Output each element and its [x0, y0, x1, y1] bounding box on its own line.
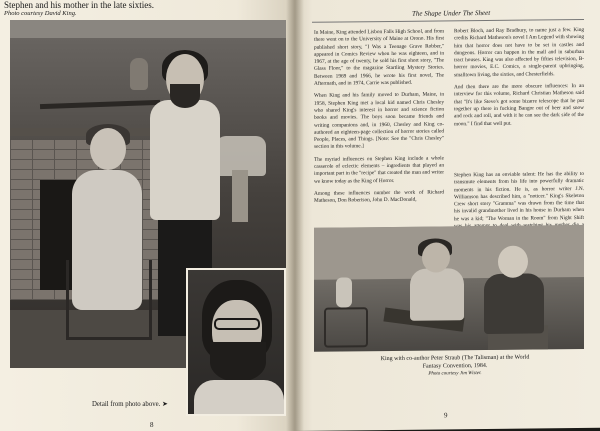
- paragraph: Among these influences number the work of Richard Matheson, Don Robertson, John D. MacDonald,: [314, 189, 444, 205]
- straub-figure: [484, 273, 544, 334]
- straub-face: [498, 246, 528, 278]
- convention-photo: [314, 225, 584, 352]
- paragraph: When King and his family moved to Durham, Maine, in 1958, Stephen King met a local kid named Chris Chesley who shared King's interest in horror and science fiction books and movies. The boys soon became friends and writing companions and, in 1960, Chesley and King co-authored an eighteen-page collection of horror stories called People, Places, and Things. [Note: See the "Chris Chesley" section in this volume.]: [314, 91, 444, 151]
- vase: [336, 277, 352, 307]
- running-head: The Shape Under The Sheet: [412, 8, 491, 18]
- detail-glasses: [214, 318, 260, 330]
- paragraph: In Maine, King attended Lisbon Falls High School, and from there went on to the University of Maine at Orono. His first published short story, "I Was a Teenage Grave Robber," appeared in Comics Review when he was eighteen, and in 1967, at the age of twenty, he sold his first short story, "The Glass Floor," to the magazine Startling Mystery Stories. Between 1969 and 1966, he wrote his first novel, The Aftermath, and in 1974, Carrie was published.: [314, 28, 444, 87]
- caption-credit: Photo courtesy David King.: [4, 10, 77, 17]
- paragraph: Robert Bloch, and Ray Bradbury, to name just a few. King credits Richard Matheson's novel I Am Legend with showing him that horror does not have to be set in castles and dungeons. Horror can happen in the mall and in suburban tract houses. King was also affected by fifties television, B-horror movies, E.C. Comics, a single-parent upbringing, smalltown living, the sixties, and Chesterfields.: [454, 26, 584, 79]
- caption-text: Stephen and his mother in the late sixties.: [4, 0, 154, 10]
- detail-caption: Detail from photo above. ➤: [92, 401, 168, 408]
- man-figure: [150, 100, 220, 220]
- mantel-jug: [130, 58, 148, 90]
- page-number-right: 9: [444, 411, 448, 420]
- page-number-left: 8: [150, 421, 154, 429]
- ceiling-beam: [10, 20, 286, 38]
- left-page: [0, 0, 296, 431]
- text-column-left: [314, 28, 444, 210]
- detail-photo: [186, 268, 286, 416]
- side-table: [324, 307, 368, 347]
- king-face: [422, 242, 450, 272]
- photo-caption-top: [4, 0, 284, 18]
- text-column-right-upper: [454, 27, 584, 133]
- header-rule: [312, 19, 584, 23]
- lamp-base: [232, 170, 248, 222]
- caption-text: King with co-author Peter Straub (The Talisman) at the World Fantasy Convention, 1984.: [380, 354, 530, 370]
- woman-figure: [72, 170, 142, 310]
- king-figure: [410, 268, 464, 321]
- paragraph: The myriad influences on Stephen King include a whole casserole of eclectic elements – ingredients that played an important part in the "recipe" that created the man and writer we know today as the King of Horror.: [314, 155, 444, 185]
- convention-caption: [380, 355, 530, 379]
- detail-shirt: [194, 380, 284, 416]
- paragraph: Stephen King has an enviable talent: He has the ability to transmute elements from his life into powerfully dramatic moments in his fiction. He is, as horror writer J.N. Williamson has described him, a "noticer." King's Skeleton Crew short story "Gramma" was drawn from the time that his invalid grandmother lived in his house in Durham when he was a kid; "The Woman in the Room" from Night Shift: [454, 170, 584, 223]
- right-page: [294, 0, 600, 431]
- caption-credit: Photo courtesy Jim Wister.: [428, 371, 482, 377]
- book-gutter: [286, 0, 304, 431]
- paragraph: And then there are the more obscure influences: In an interview for this volume, Richard Christian Matheson said that "It's like Steve's got some bizarre telescope that he put together up there in fucking Bangor out of beer and snow and rock and roll, and with it he can see the dark side of the moon." I find that well put.: [454, 83, 584, 127]
- mounted-rifle: [40, 100, 160, 109]
- man-beard: [170, 84, 200, 108]
- woman-face: [90, 128, 126, 170]
- detail-beard: [210, 342, 266, 382]
